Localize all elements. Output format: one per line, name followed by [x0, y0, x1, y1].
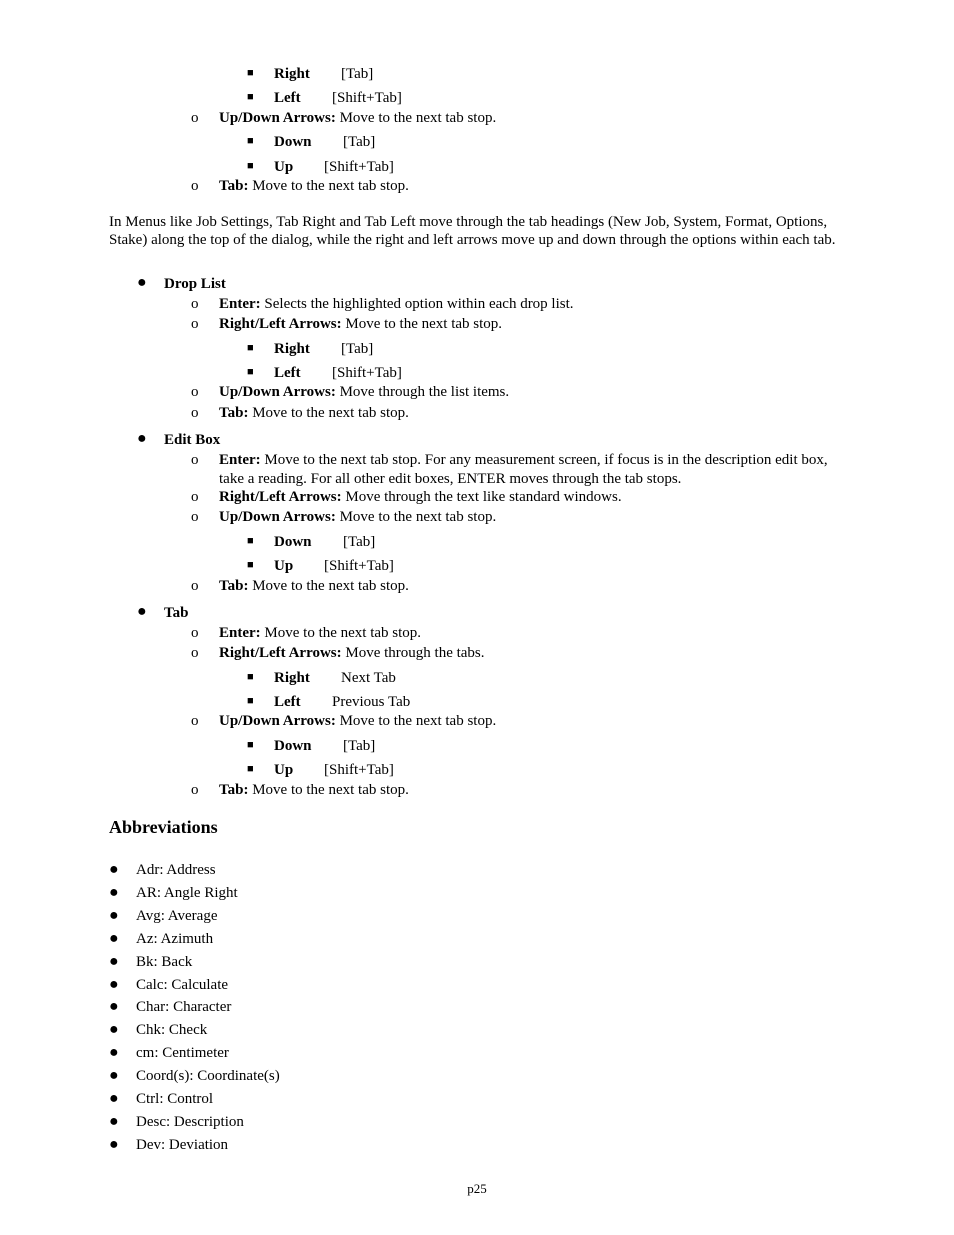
item-label: Right/Left Arrows: [219, 316, 342, 332]
square-bullet: ■ [247, 671, 254, 683]
key-label: Right [274, 341, 310, 357]
key-label: Left [274, 365, 301, 381]
key-value: Previous Tab [332, 694, 411, 710]
key-label: Right [274, 670, 310, 686]
disc-bullet: ● [137, 603, 147, 620]
list-item [219, 109, 496, 127]
square-bullet: ■ [247, 366, 254, 378]
list-item [219, 508, 496, 526]
circle-bullet: o [191, 578, 199, 594]
disc-bullet: ● [109, 1090, 119, 1107]
list-item: Coord(s): Coordinate(s) [136, 1068, 280, 1084]
item-text: Move to the next tab stop. [252, 178, 409, 194]
circle-bullet: o [191, 110, 199, 126]
item-label: Up/Down Arrows: [219, 509, 336, 525]
list-item [219, 404, 409, 422]
list-item [219, 315, 502, 333]
item-text: Move to the next tab stop. [339, 713, 497, 729]
disc-bullet: ● [109, 953, 119, 970]
item-text: Move through the text like standard windows. [345, 489, 622, 505]
disc-bullet: ● [109, 1136, 119, 1153]
key-label: Up [274, 762, 294, 778]
list-item: cm: Centimeter [136, 1045, 229, 1061]
item-label: Right/Left Arrows: [219, 489, 342, 505]
square-bullet: ■ [247, 763, 254, 775]
item-text: Move to the next tab stop. [264, 625, 422, 641]
key-value: [Shift+Tab] [324, 762, 394, 778]
list-item [219, 488, 622, 506]
circle-bullet: o [191, 625, 199, 641]
key-value: [Shift+Tab] [332, 90, 402, 106]
square-bullet: ■ [247, 91, 254, 103]
key-value: [Shift+Tab] [324, 159, 394, 175]
circle-bullet: o [191, 405, 199, 421]
circle-bullet: o [191, 489, 199, 505]
disc-bullet: ● [137, 430, 147, 447]
item-label: Enter: [219, 296, 261, 312]
square-bullet: ■ [247, 135, 254, 147]
item-label: Up/Down Arrows: [219, 713, 336, 729]
item-text: Move to the next tab stop. [339, 509, 497, 525]
item-text: Move to the next tab stop. For any measurement screen, if focus is in the description edit box, [264, 452, 828, 468]
item-label: Tab: [219, 178, 249, 194]
key-value: [Shift+Tab] [332, 365, 402, 381]
list-item: Desc: Description [136, 1114, 244, 1130]
list-item [219, 451, 828, 469]
key-label: Up [274, 558, 294, 574]
item-text: Move to the next tab stop. [345, 316, 503, 332]
disc-bullet: ● [109, 907, 119, 924]
disc-bullet: ● [109, 884, 119, 901]
disc-bullet: ● [109, 1113, 119, 1130]
item-text: Move through the list items. [339, 384, 510, 400]
key-label: Left [274, 694, 301, 710]
key-value: [Shift+Tab] [324, 558, 394, 574]
key-value: [Tab] [341, 341, 374, 357]
key-value: [Tab] [343, 738, 376, 754]
disc-bullet: ● [109, 1044, 119, 1061]
list-item [219, 644, 485, 662]
square-bullet: ■ [247, 67, 254, 79]
square-bullet: ■ [247, 559, 254, 571]
circle-bullet: o [191, 645, 199, 661]
item-text: Move to the next tab stop. [252, 578, 409, 594]
list-item: Bk: Back [136, 954, 193, 970]
key-value: [Tab] [343, 534, 376, 550]
square-bullet: ■ [247, 535, 254, 547]
key-label: Down [274, 134, 312, 150]
circle-bullet: o [191, 296, 199, 312]
list-item: AR: Angle Right [136, 885, 238, 901]
list-item: Char: Character [136, 999, 232, 1015]
key-label: Right [274, 66, 310, 82]
circle-bullet: o [191, 713, 199, 729]
list-item [219, 383, 509, 401]
item-text: Move through the tabs. [345, 645, 485, 661]
item-label: Tab: [219, 578, 249, 594]
section-heading-abbreviations: Abbreviations [109, 817, 218, 837]
disc-bullet: ● [109, 861, 119, 878]
list-item: Ctrl: Control [136, 1091, 214, 1107]
item-text: Move to the next tab stop. [339, 110, 497, 126]
disc-bullet: ● [109, 998, 119, 1015]
key-label: Left [274, 90, 301, 106]
circle-bullet: o [191, 316, 199, 332]
key-label: Up [274, 159, 294, 175]
item-text: Move to the next tab stop. [252, 405, 409, 421]
item-label: Right/Left Arrows: [219, 645, 342, 661]
disc-bullet: ● [137, 274, 147, 291]
item-text-continuation: take a reading. For all other edit boxes, ENTER moves through the tab stops. [219, 471, 682, 487]
square-bullet: ■ [247, 342, 254, 354]
circle-bullet: o [191, 384, 199, 400]
circle-bullet: o [191, 509, 199, 525]
item-label: Enter: [219, 452, 261, 468]
item-label: Tab: [219, 782, 249, 798]
item-label: Tab: [219, 405, 249, 421]
square-bullet: ■ [247, 160, 254, 172]
item-label: Enter: [219, 625, 261, 641]
item-label: Up/Down Arrows: [219, 384, 336, 400]
list-item: Az: Azimuth [136, 931, 214, 947]
circle-bullet: o [191, 452, 199, 468]
circle-bullet: o [191, 782, 199, 798]
list-item [219, 177, 409, 195]
list-item: Avg: Average [136, 908, 218, 924]
item-label: Up/Down Arrows: [219, 110, 336, 126]
item-text: Move to the next tab stop. [252, 782, 409, 798]
key-label: Down [274, 534, 312, 550]
disc-bullet: ● [109, 976, 119, 993]
list-item [219, 577, 409, 595]
disc-bullet: ● [109, 1067, 119, 1084]
list-item: Dev: Deviation [136, 1137, 229, 1153]
square-bullet: ■ [247, 695, 254, 707]
disc-bullet: ● [109, 930, 119, 947]
section-title-drop-list: Drop List [164, 276, 226, 292]
circle-bullet: o [191, 178, 199, 194]
section-title-tab: Tab [164, 605, 189, 621]
disc-bullet: ● [109, 1021, 119, 1038]
body-paragraph: In Menus like Job Settings, Tab Right and Tab Left move through the tab headings (New Job, System, Format, Options, Stake) along the top of the dialog, while the right and left arrows move up and down through the options within each tab. [109, 214, 836, 248]
list-item: Adr: Address [136, 862, 216, 878]
key-value: Next Tab [341, 670, 396, 686]
key-label: Down [274, 738, 312, 754]
list-item [219, 624, 421, 642]
key-value: [Tab] [341, 66, 374, 82]
list-item [219, 781, 409, 799]
list-item [219, 712, 496, 730]
list-item: Calc: Calculate [136, 977, 229, 993]
section-title-edit-box: Edit Box [164, 432, 221, 448]
list-item: Chk: Check [136, 1022, 208, 1038]
page-number: p25 [467, 1181, 487, 1196]
square-bullet: ■ [247, 739, 254, 751]
item-text: Selects the highlighted option within each drop list. [264, 296, 574, 312]
key-value: [Tab] [343, 134, 376, 150]
list-item [219, 295, 574, 313]
